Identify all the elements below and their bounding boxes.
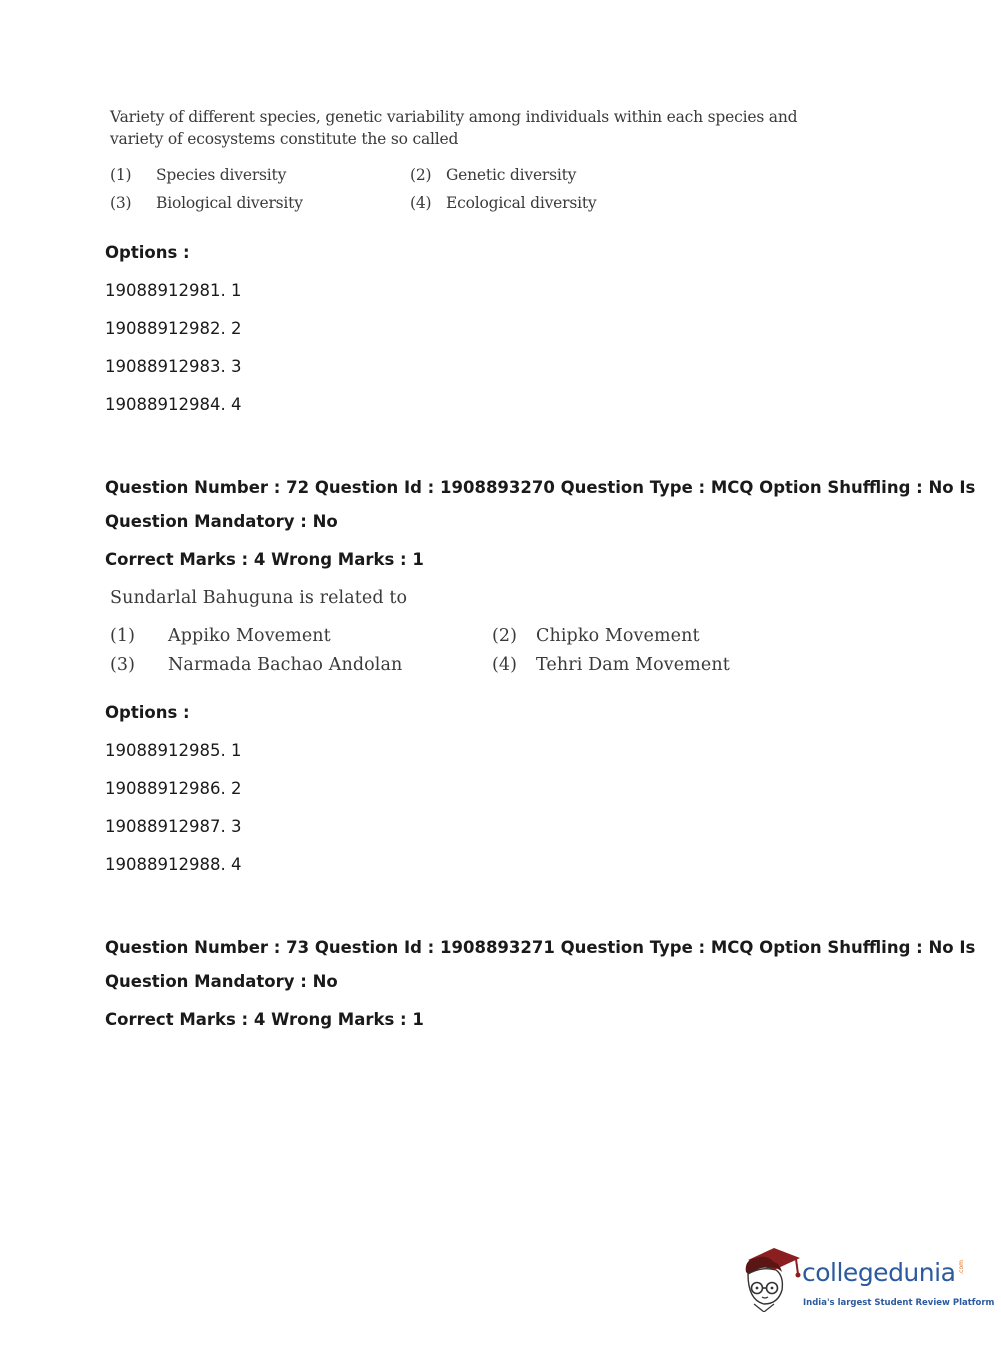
q72-options-label: Options :: [105, 703, 190, 722]
q72-choice-2-num: (2): [492, 626, 518, 646]
brand-com: .com: [958, 1260, 965, 1275]
brand-name: collegedunia: [802, 1258, 956, 1287]
q71-choice-3-text: Biological diversity: [156, 194, 303, 212]
q72-option-1: 19088912985. 1: [105, 741, 242, 760]
q73-marks: Correct Marks : 4 Wrong Marks : 1: [105, 1010, 424, 1029]
q71-choice-4-text: Ecological diversity: [446, 194, 597, 212]
q72-option-4: 19088912988. 4: [105, 855, 242, 874]
q71-choice-3-num: (3): [110, 194, 132, 212]
brand-tagline: India's largest Student Review Platform: [803, 1298, 995, 1308]
q72-choice-3-num: (3): [110, 655, 136, 675]
q72-stem: Sundarlal Bahuguna is related to: [110, 588, 408, 608]
q71-choice-4-num: (4): [410, 194, 432, 212]
q72-choice-2-text: Chipko Movement: [536, 626, 700, 646]
q71-choice-1-num: (1): [110, 166, 132, 184]
q71-option-2: 19088912982. 2: [105, 319, 242, 338]
q71-option-1: 19088912981. 1: [105, 281, 242, 300]
q71-stem-line1: Variety of different species, genetic variability among individuals within each species and: [110, 108, 798, 126]
q71-choice-1-text: Species diversity: [156, 166, 287, 184]
q71-stem: [110, 106, 798, 150]
q73-header-line2: Question Mandatory : No: [105, 972, 338, 991]
q71-choice-2-num: (2): [410, 166, 432, 184]
q72-marks: Correct Marks : 4 Wrong Marks : 1: [105, 550, 424, 569]
q72-option-3: 19088912987. 3: [105, 817, 242, 836]
q72-choice-1-text: Appiko Movement: [168, 626, 331, 646]
mascot-icon: [740, 1246, 802, 1312]
q72-choice-4-num: (4): [492, 655, 518, 675]
q72-choice-1-num: (1): [110, 626, 136, 646]
q73-header-line1: Question Number : 73 Question Id : 1908893271 Question Type : MCQ Option Shuffling : No Is: [105, 938, 976, 957]
q72-header-line2: Question Mandatory : No: [105, 512, 338, 531]
q71-choice-2-text: Genetic diversity: [446, 166, 577, 184]
q71-option-4: 19088912984. 4: [105, 395, 242, 414]
q71-options-label: Options :: [105, 243, 190, 262]
q72-header-line1: Question Number : 72 Question Id : 1908893270 Question Type : MCQ Option Shuffling : No Is: [105, 478, 976, 497]
q72-choice-3-text: Narmada Bachao Andolan: [168, 655, 403, 675]
q72-option-2: 19088912986. 2: [105, 779, 242, 798]
q71-stem-line2: variety of ecosystems constitute the so called: [110, 130, 459, 148]
collegedunia-logo[interactable]: [740, 1246, 995, 1316]
q71-option-3: 19088912983. 3: [105, 357, 242, 376]
q72-choice-4-text: Tehri Dam Movement: [536, 655, 730, 675]
